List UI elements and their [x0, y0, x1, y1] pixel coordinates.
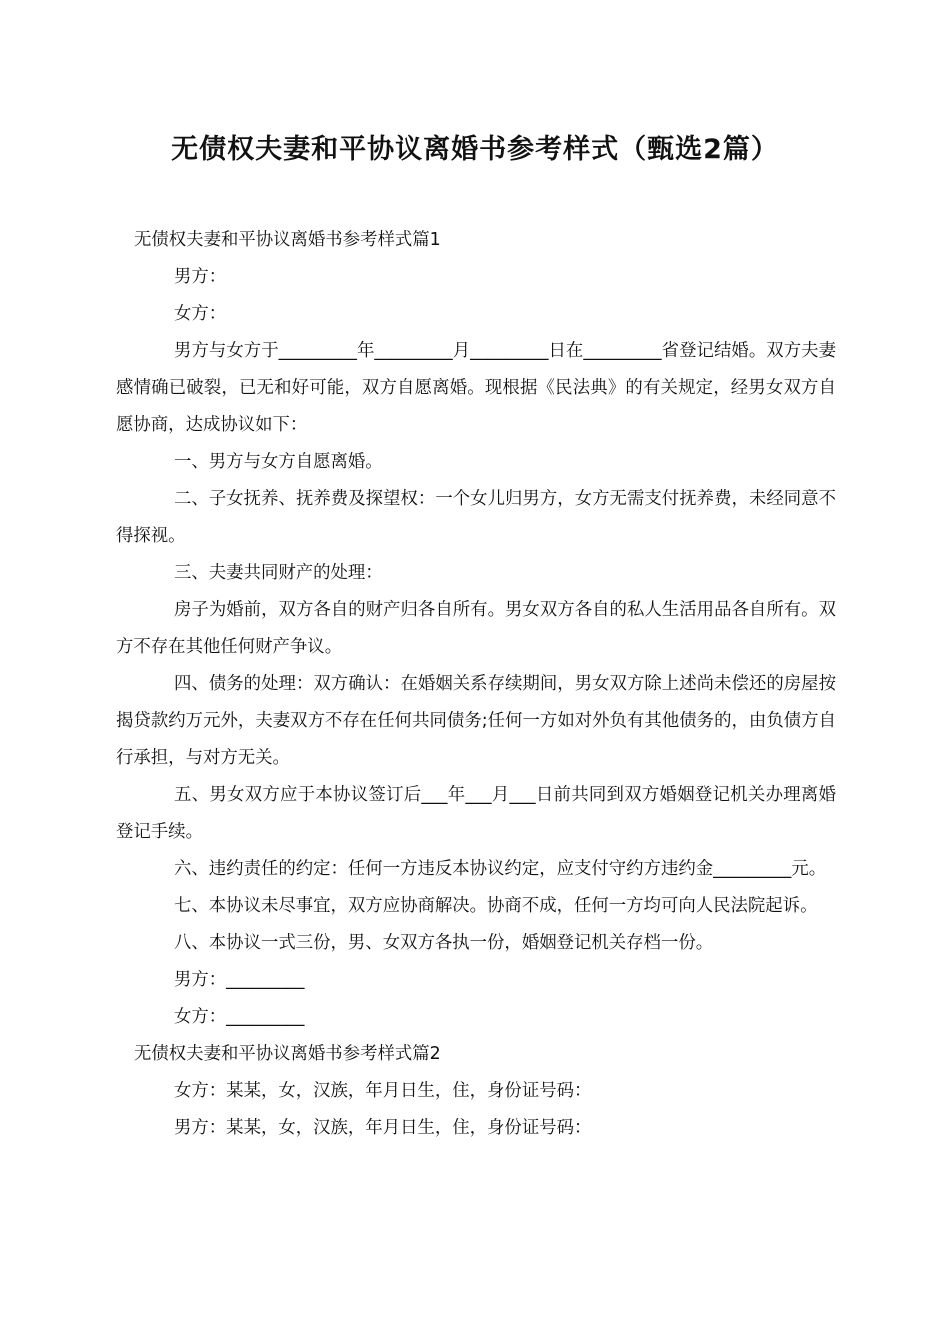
document-body: [116, 222, 836, 1147]
paragraph: 男方：: [174, 267, 227, 287]
paragraph: 房子为婚前，双方各自的财产归各自所有。男女双方各自的私人生活用品各自所有。双方不存在其他任何财产争议。: [116, 600, 836, 657]
paragraph: 二、子女抚养、抚养费及探望权：一个女儿归男方，女方无需支付抚养费，未经同意不得探视。: [116, 489, 836, 546]
paragraph: 四、债务的处理：双方确认：在婚姻关系存续期间，男女双方除上述尚未偿还的房屋按揭贷款约万元外，夫妻双方不存在任何共同债务;任何一方如对外负有其他债务的，由负债方自行承担，与对方无关。: [116, 674, 836, 768]
signature-line: 男方：_________: [174, 970, 305, 990]
paragraph: 五、男女双方应于本协议签订后___年___月___日前共同到双方婚姻登记机关办理离婚登记手续。: [116, 785, 836, 842]
signature-line: 女方：_________: [174, 1007, 305, 1027]
document-title: 无债权夫妻和平协议离婚书参考样式（甄选2篇）: [171, 134, 779, 165]
paragraph: 女方：某某，女，汉族，年月日生，住，身份证号码：: [174, 1081, 592, 1101]
section-heading: 无债权夫妻和平协议离婚书参考样式篇1: [134, 230, 441, 250]
paragraph: 六、违约责任的约定：任何一方违反本协议约定，应支付守约方违约金_________元。: [174, 859, 827, 879]
paragraph: 男方：某某，女，汉族，年月日生，住，身份证号码：: [174, 1118, 592, 1138]
paragraph: 男方与女方于_________年_________月_________日在_________省登记结婚。双方夫妻感情确已破裂，已无和好可能，双方自愿离婚。现根据《民法典》的有关规定，经男女双方自愿协商，达成协议如下：: [116, 341, 836, 435]
paragraph: 女方：: [174, 304, 227, 324]
paragraph: 八、本协议一式三份，男、女双方各执一份，婚姻登记机关存档一份。: [174, 933, 714, 953]
paragraph: 一、男方与女方自愿离婚。: [174, 452, 383, 472]
section-heading: 无债权夫妻和平协议离婚书参考样式篇2: [134, 1044, 441, 1064]
paragraph: 七、本协议未尽事宜，双方应协商解决。协商不成，任何一方均可向人民法院起诉。: [174, 896, 818, 916]
paragraph: 三、夫妻共同财产的处理：: [174, 563, 383, 583]
